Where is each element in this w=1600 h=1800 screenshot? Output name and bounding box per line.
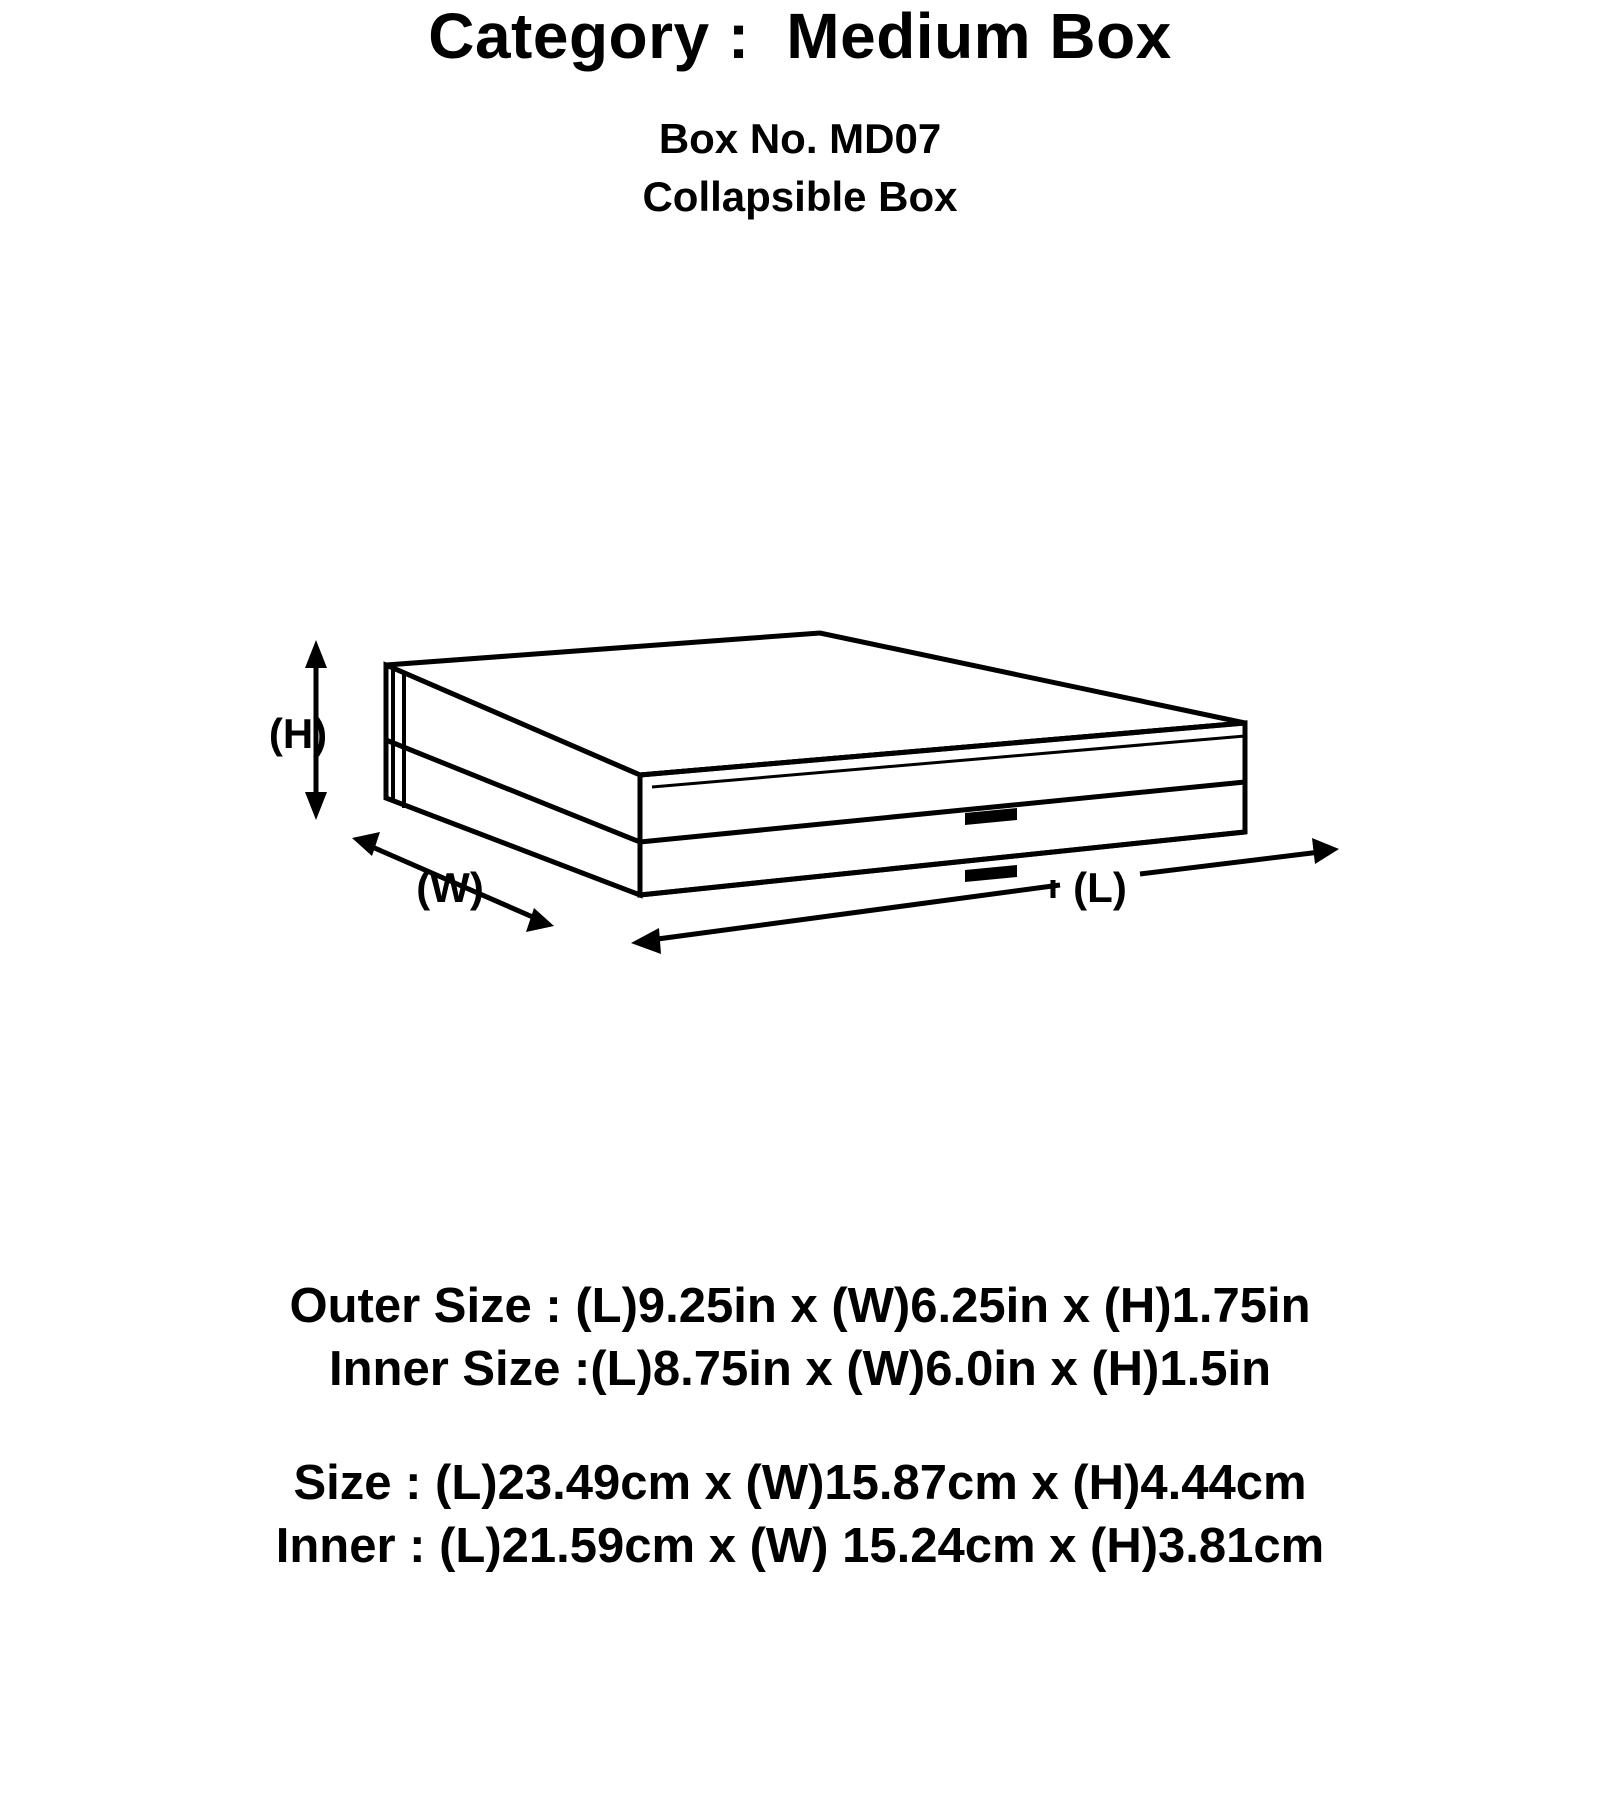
box-illustration <box>260 630 1360 1010</box>
box-type: Collapsible Box <box>642 173 958 221</box>
inner-size-line: Inner Size :(L)8.75in x (W)6.0in x (H)1.5in <box>328 1341 1272 1396</box>
page-title: Category : Medium Box <box>428 0 1172 72</box>
width-label: (W) <box>416 864 484 911</box>
height-label: (H) <box>268 710 328 757</box>
box-number: Box No. MD07 <box>658 114 942 162</box>
header-block <box>0 0 1600 225</box>
specifications-block <box>0 1275 1600 1578</box>
spec-divider <box>0 1400 1600 1452</box>
inner-cm-line: Inner : (L)21.59cm x (W) 15.24cm x (H)3.81cm <box>275 1519 1325 1574</box>
outer-size-line: Outer Size : (L)9.25in x (W)6.25in x (H)1.75in <box>289 1279 1311 1333</box>
size-cm-line: Size : (L)23.49cm x (W)15.87cm x (H)4.44cm <box>293 1456 1307 1511</box>
length-label: (L) <box>1073 864 1127 911</box>
